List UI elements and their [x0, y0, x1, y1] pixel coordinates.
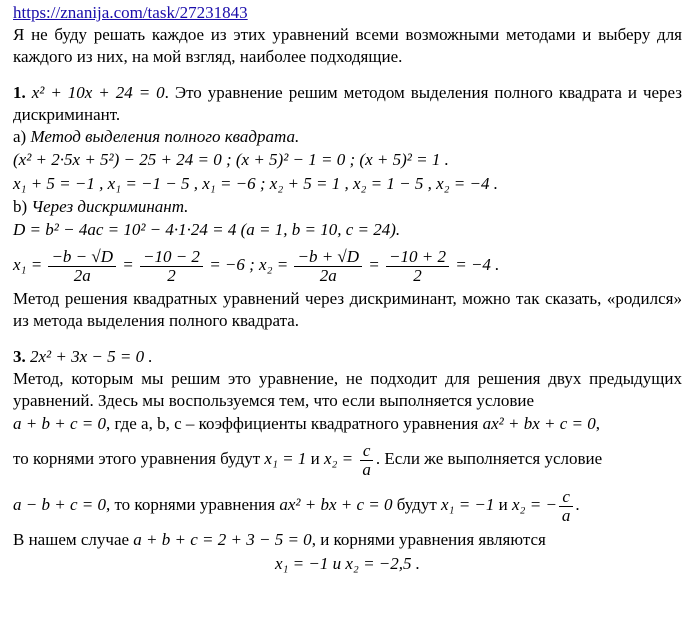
final-answer: x₁ = −1 и x₂ = −2,5 .: [274, 554, 421, 573]
discriminant-equation: D = b² − 4ac = 10² − 4·1·24 = 4 (a = 1, b = 10, c = 24).: [13, 220, 401, 239]
problem-1-text: . Это уравнение решим методом выделения полного квадрата и через дискриминант.: [13, 83, 683, 124]
root-3: x₁ = −1: [441, 495, 495, 514]
x1-denominator: 2a: [73, 265, 91, 285]
x2-result: = −4 .: [455, 255, 500, 274]
case-line: [13, 528, 682, 552]
and-2: и: [498, 495, 508, 514]
x1-numerator: −b − √D: [48, 248, 116, 267]
case-text-2: , и корнями уравнения являются: [311, 530, 546, 549]
problem-3-text-3: то корнями этого уравнения будут: [13, 449, 261, 468]
problem-3-text-2-end: ,: [595, 414, 600, 433]
problem-3-text-2: , где a, b, c – коэффициенты квадратного уравнения: [105, 414, 479, 433]
problem-3-equation: 2x² + 3x − 5 = 0 .: [30, 347, 153, 366]
problem-1-number: 1.: [13, 83, 26, 102]
x2-numerator-2: −10 + 2: [386, 248, 449, 267]
condition-2: a − b + c = 0: [13, 495, 106, 514]
x2-lhs: x₂ =: [259, 255, 289, 274]
method-a-equation-2: x₁ + 5 = −1 , x₁ = −1 − 5 , x₁ = −6 ; x₂ + 5 = 1 , x₂ = 1 − 5 , x₂ = −4 .: [13, 174, 498, 193]
root-2-fraction: [359, 442, 374, 479]
x2-denominator: 2a: [319, 265, 337, 285]
x2-fraction: [294, 248, 362, 285]
root-4-lhs: x₂ = −: [512, 495, 557, 514]
source-paragraph: [13, 2, 682, 24]
problem-3-roots-line-1: [13, 436, 682, 482]
problem-3-text-1: Метод, которым мы решим это уравнение, не подходит для решения двух предыдущих уравнений. Здесь мы воспользуемся тем, что если выполняется условие: [13, 369, 682, 410]
problem-3-condition-line: [13, 412, 682, 436]
x2-numerator: −b + √D: [294, 248, 362, 267]
x2-denominator-2: 2: [413, 265, 422, 285]
root-4-numerator: c: [559, 488, 573, 507]
condition-1: a + b + c = 0: [13, 414, 106, 433]
root-4-fraction: [559, 488, 574, 525]
method-a-title: Метод выделения полного квадрата.: [30, 127, 300, 146]
problem-1-statement: [13, 82, 682, 126]
x1-equals: =: [122, 255, 134, 274]
problem-3-text-6: будут: [396, 495, 437, 514]
problem-3-text-5: , то корнями уравнения: [105, 495, 276, 514]
method-b-heading: [13, 196, 682, 218]
x1-lhs: x₁ =: [13, 255, 43, 274]
general-equation: ax² + bx + c = 0: [482, 414, 596, 433]
root-2-numerator: c: [360, 442, 374, 461]
x1-numerator-2: −10 − 2: [140, 248, 203, 267]
case-equation: a + b + c = 2 + 3 − 5 = 0: [133, 530, 312, 549]
method-b-label: b): [13, 197, 28, 216]
and-1: и: [310, 449, 320, 468]
x2-fraction-2: [386, 248, 449, 285]
intro-text: Я не буду решать каждое из этих уравнений всеми возможными методами и выберу для каждого из них, на мой взгляд, наиболее подходящие.: [13, 25, 682, 66]
method-a-label: a): [13, 127, 27, 146]
x1-fraction-2: [140, 248, 203, 285]
case-text: В нашем случае: [13, 530, 130, 549]
roots-formula-line: [13, 242, 682, 288]
x1-fraction: [48, 248, 116, 285]
document: [13, 2, 682, 576]
method-b-title: Через дискриминант.: [31, 197, 189, 216]
root-2-denominator: a: [362, 459, 371, 479]
x1-denominator-2: 2: [167, 265, 176, 285]
root-2-lhs: x₂ =: [323, 449, 354, 468]
problem-1-equation: x² + 10x + 24 = 0: [31, 83, 165, 102]
problem-3-number: 3.: [13, 347, 26, 366]
root-4-denominator: a: [561, 505, 571, 525]
method-a-equation-1: (x² + 2·5x + 5²) − 25 + 24 = 0 ; (x + 5)² − 1 = 0 ; (x + 5)² = 1 .: [13, 150, 449, 169]
general-equation-2: ax² + bx + c = 0: [279, 495, 393, 514]
problem-1-conclusion: Метод решения квадратных уравнений через дискриминант, можно так сказать, «родился» из метода выделения полного квадрата.: [13, 289, 682, 330]
problem-3-statement: [13, 346, 682, 368]
root-4-end: .: [575, 495, 580, 514]
x1-result: = −6 ;: [209, 255, 255, 274]
problem-3-roots-line-2: [13, 482, 682, 528]
source-link[interactable]: https://znanija.com/task/27231843: [13, 3, 248, 22]
root-1: x₁ = 1: [264, 449, 307, 468]
x2-equals: =: [368, 255, 380, 274]
problem-3-text-4: . Если же выполняется условие: [375, 449, 603, 468]
method-a-heading: [13, 126, 682, 148]
